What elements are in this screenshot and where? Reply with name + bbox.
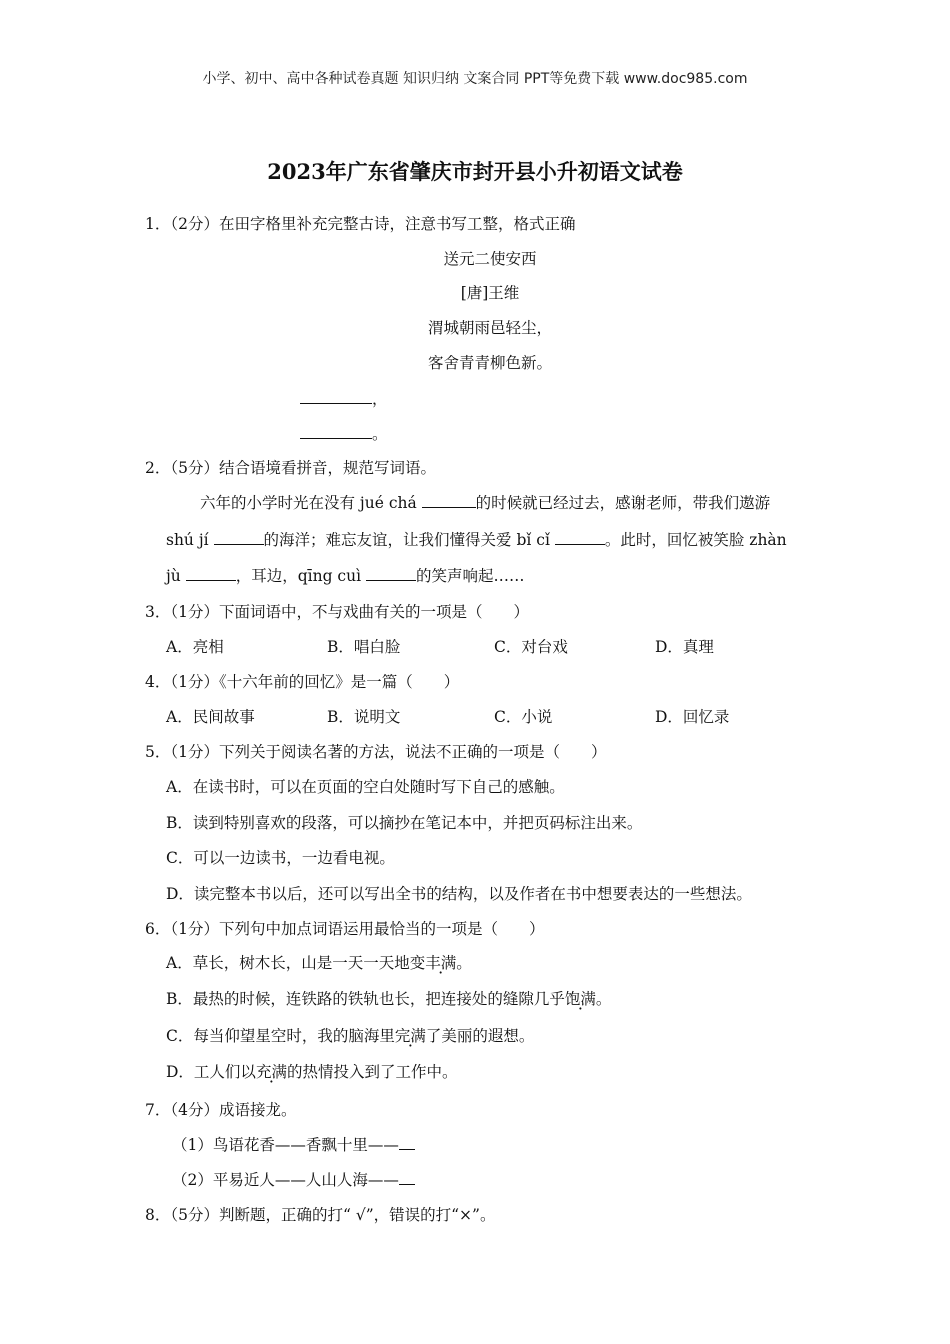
q6-option-a[interactable] (166, 951, 472, 973)
q6-a-text: A．草长，树木长，山是一天一天地变 (166, 954, 426, 972)
q5-option-d[interactable]: D．读完整本书以后，还可以写出全书的结构，以及作者在书中想要表达的一些想法。 (166, 885, 752, 903)
q6-c-dotted-word: 完满 (394, 1027, 426, 1045)
q4-stem: 4．（1分）《十六年前的回忆》是一篇（ ） (145, 673, 460, 691)
q1-poem-line-2: 客舍青青柳色新。 (427, 354, 552, 372)
q1-poem-line-1: 渭城朝雨邑轻尘， (427, 319, 552, 337)
q6-b-end: 。 (595, 990, 612, 1008)
page-title: 2023年广东省肇庆市封开县小升初语文试卷 (267, 159, 683, 184)
q4-option-b[interactable]: B．说明文 (327, 708, 401, 726)
q1-blank-line-1[interactable] (300, 387, 388, 409)
q4-option-c[interactable]: C．小说 (494, 708, 553, 726)
q7-item-2[interactable] (172, 1168, 415, 1190)
q6-option-d[interactable] (166, 1060, 457, 1082)
q2-text-2b: 的海洋；难忘友谊，让我们懂得关爱 bǐ cǐ (263, 531, 555, 549)
q2-blank-shu-ji[interactable] (214, 543, 264, 545)
q1-poem-title: 送元二使安西 (443, 250, 537, 268)
q7-item-2-text: （2）平易近人——人山人海—— (172, 1171, 399, 1189)
q5-stem: 5．（1分）下列关于阅读名著的方法，说法不正确的一项是（ ） (145, 743, 607, 761)
q3-option-c[interactable]: C．对台戏 (494, 638, 568, 656)
q5-option-a[interactable]: A．在读书时，可以在页面的空白处随时写下自己的感触。 (166, 778, 565, 796)
q6-d-text: D．工人们以 (166, 1063, 256, 1081)
q3-option-a[interactable]: A．亮相 (166, 638, 224, 656)
page-header: 小学、初中、高中各种试卷真题 知识归纳 文案合同 PPT等免费下载 www.doc985.com (202, 71, 748, 87)
q6-stem: 6．（1分）下列句中加点词语运用最恰当的一项是（ ） (145, 920, 545, 938)
q7-item-1-text: （1）鸟语花香——香飘十里—— (172, 1136, 399, 1154)
q2-blank-zhan-ju[interactable] (186, 579, 236, 581)
q5-option-c[interactable]: C．可以一边读书，一边看电视。 (166, 849, 395, 867)
q2-blank-jue-cha[interactable] (422, 506, 476, 508)
q2-paragraph-line-3 (166, 564, 525, 586)
q7-stem: 7．（4分）成语接龙。 (145, 1101, 297, 1119)
q2-text-1b: 的时候就已经过去，感谢老师，带我们遨游 (475, 494, 771, 512)
q7-item-1[interactable] (172, 1133, 415, 1155)
q1-blank-line-2[interactable] (300, 422, 388, 444)
q7-item-2-blank[interactable] (399, 1183, 415, 1185)
q2-text-3a: jù (166, 567, 186, 585)
q1-blank-1-punct: ， (372, 390, 388, 408)
q6-option-c[interactable] (166, 1024, 534, 1046)
q6-a-dotted-word: 丰满 (425, 954, 457, 972)
q2-text-3c: 的笑声响起…… (415, 567, 525, 585)
q3-option-b[interactable]: B．唱白脸 (327, 638, 401, 656)
q2-paragraph-line-1 (200, 491, 770, 513)
q6-d-dotted-word: 充满 (255, 1063, 287, 1081)
q2-paragraph-line-2 (166, 528, 787, 550)
q2-stem: 2．（5分）结合语境看拼音，规范写词语。 (145, 459, 436, 477)
q3-stem: 3．（1分）下面词语中，不与戏曲有关的一项是（ ） (145, 603, 529, 621)
q3-option-d[interactable]: D．真理 (655, 638, 714, 656)
q6-b-dotted-word: 饱满 (564, 990, 596, 1008)
q4-option-a[interactable]: A．民间故事 (166, 708, 255, 726)
q2-blank-bi-ci[interactable] (555, 543, 605, 545)
q2-blank-qing-cui[interactable] (366, 579, 416, 581)
q2-text-3b: ，耳边，qīng cuì (235, 567, 366, 585)
q5-option-b[interactable]: B．读到特别喜欢的段落，可以摘抄在笔记本中，并把页码标注出来。 (166, 814, 643, 832)
q6-c-end: 了美丽的遐想。 (425, 1027, 535, 1045)
q1-blank-2-punct: 。 (372, 425, 388, 443)
q2-text-2c: 。此时，回忆被笑脸 zhàn (604, 531, 787, 549)
q4-option-d[interactable]: D．回忆录 (655, 708, 730, 726)
q2-text-1a: 六年的小学时光在没有 jué chá (200, 494, 422, 512)
q6-c-text: C．每当仰望星空时，我的脑海里 (166, 1027, 395, 1045)
q1-author: [唐]王维 (460, 284, 520, 302)
q6-option-b[interactable] (166, 987, 611, 1009)
q1-stem: 1．（2分）在田字格里补充完整古诗，注意书写工整，格式正确 (145, 215, 576, 233)
q2-text-2a: shú jí (166, 531, 214, 549)
q6-b-text: B．最热的时候，连铁路的铁轨也长，把连接处的缝隙几乎 (166, 990, 565, 1008)
q7-item-1-blank[interactable] (399, 1148, 415, 1150)
q8-stem: 8．（5分）判断题，正确的打“ √”，错误的打“×”。 (145, 1206, 496, 1224)
q6-a-end: 。 (456, 954, 472, 972)
q6-d-end: 的热情投入到了工作中。 (286, 1063, 458, 1081)
